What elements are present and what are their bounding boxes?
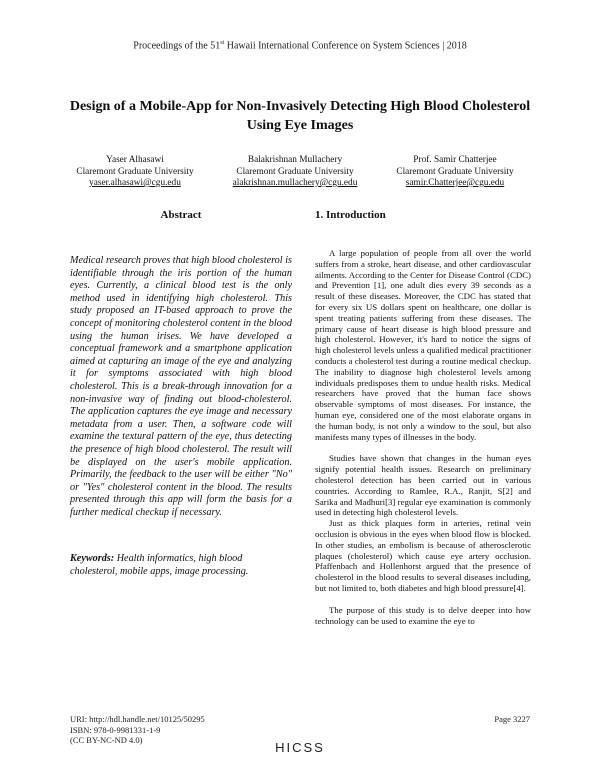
abstract-text: Medical research proves that high blood cholesterol is identifiable through the iris portion of the human eyes. Currently, a clinical blood test is the only method used in identifying high cholesterol. This study proposed an IT-based approach to prove the concept of monitoring cholesterol content in the blood using the human irises. We have developed a conceptual framework and a smartphone application aimed at capturing an image of the eye and analyzing it for symptoms associated with high blood cholesterol. This is a break-through innovation for a non-invasive way of finding out blood-cholesterol. The application captures the eye image and necessary metadata from a user. Then, a software code will examine the textural pattern of the eye, thus detecting the presence of high blood cholesterol. The result will be displayed on the user's mobile application. Primarily, the feedback to the user will be either "No" or "Yes" cholesterol content in the blood. The results presented through this app will form the basis for a further medical checkup if necessary. [70,255,292,518]
introduction-column [315,209,531,626]
paper-title: Design of a Mobile-App for Non-Invasively Detecting High Blood Cholesterol Using Eye Images [69,99,531,133]
keywords-label: Keywords: [70,553,115,565]
footer-uri[interactable]: URI: http://hdl.handle.net/10125/50295 [70,714,205,724]
author-affiliation: Claremont Graduate University [236,166,354,177]
author-name: Yaser Alhasawi [106,155,164,165]
abstract-heading: Abstract [160,209,202,221]
hicss-logo: HICSS [275,740,325,755]
author-3 [370,155,540,190]
running-header: Proceedings of the 51st Hawaii International Conference on System Sciences | 2018 [133,40,467,52]
author-affiliation: Claremont Graduate University [396,166,514,177]
author-name: Prof. Samir Chatterjee [413,155,497,165]
keywords [70,553,292,578]
abstract-column [70,209,292,579]
author-1 [50,155,220,190]
intro-paragraph-1: A large population of people from all over the world suffers from a stroke, heart disease, and other cardiovascular ailments. According to the Center for Disease Control (CDC) and Prevention [1], one adult dies every 39 seconds as a result of these diseases. Moreover, the CDC has stated that for every six US dollars spent on healthcare, one dollar is spent treating patients suffering from these diseases. The primary cause of heart disease is high blood pressure and high cholesterol. However, it's hard to notice the signs of high cholesterol levels unless a qualified medical practitioner conducts a cholesterol test during a routine medical checkup. The inability to diagnose high cholesterol levels among individuals predisposes them to undue health risks. Medical researchers have proved that the human face shows observable symptoms of most diseases. For instance, the human eye, considered one of the most elaborate organs in the human body, is not only a window to the soul, but also manifests many types of illnesses in the body. [315,248,531,442]
author-email[interactable]: alakrishnan.mullachery@cgu.edu [232,178,358,188]
page-number: Page 3227 [494,714,530,724]
author-2 [210,155,380,190]
footer-isbn: ISBN: 978-0-9981331-1-9 [70,724,161,735]
author-affiliation: Claremont Graduate University [76,166,194,177]
author-name: Balakrishnan Mullachery [247,155,343,165]
intro-paragraph-4: The purpose of this study is to delve deeper into how technology can be used to examine the eye to [315,604,531,626]
footer-license: (CC BY-NC-ND 4.0) [70,735,143,745]
keywords-text: Health informatics, high blood cholesterol, mobile apps, image processing. [70,553,249,578]
intro-paragraph-2: Studies have shown that changes in the human eyes signify potential health issues. Research on preliminary cholesterol detection has been carried out in various countries. According to Ramlee, R.A., Ranjit, S[2] and Sarika and Madhuri[3] regular eye examination is commonly used in detecting high cholesterol levels. [315,453,531,518]
author-email[interactable]: samir.Chatterjee@cgu.edu [405,178,505,188]
introduction-heading: 1. Introduction [315,209,386,221]
intro-paragraph-3: Just as thick plaques form in arteries, retinal vein occlusion is obvious in the eyes when blood flow is blocked. In other studies, an embolism is because of atherosclerotic plaques (cholesterol) which cause eye artery occlusion. Pfaffenbach and Hollenhorst argued that the presence of cholesterol in the blood results to several diseases including, but not limited to, both diabetes and high blood pressure[4]. [315,518,531,593]
author-email[interactable]: yaser.alhasawi@cgu.edu [89,178,181,188]
